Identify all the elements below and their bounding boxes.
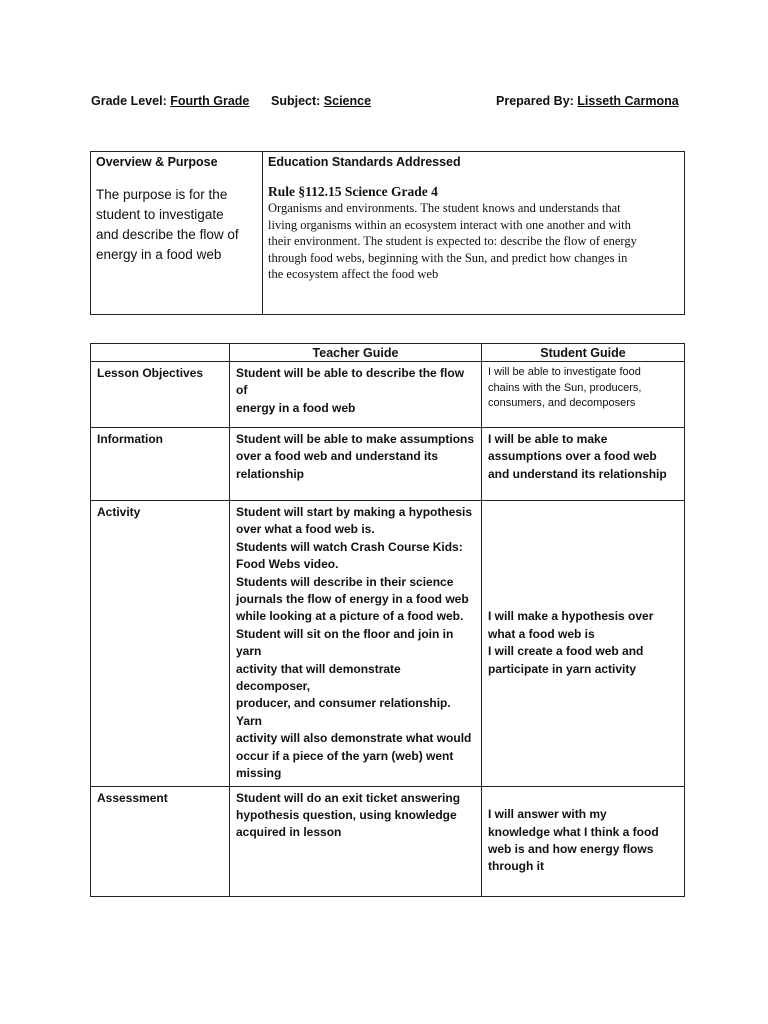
row-label: Activity <box>91 501 230 787</box>
row-label: Information <box>91 428 230 501</box>
student-line: assumptions over a food web <box>488 449 657 464</box>
purpose-line: energy in a food web <box>96 247 222 262</box>
student-line: chains with the Sun, producers, <box>488 381 642 394</box>
teacher-line: over a food web and understand its <box>236 449 439 464</box>
standards-cell <box>263 152 685 315</box>
header-teacher-guide: Teacher Guide <box>230 344 482 362</box>
teacher-cell <box>230 428 482 501</box>
purpose-text <box>96 185 257 265</box>
table-row <box>91 786 685 896</box>
teacher-line: Student will sit on the floor and join in yarn <box>236 626 454 659</box>
student-line: web is and how energy flows <box>488 842 654 856</box>
standard-line: Organisms and environments. The student knows and understands that <box>268 201 621 215</box>
purpose-line: and describe the flow of <box>96 227 239 242</box>
teacher-cell <box>230 501 482 787</box>
prepared-value: Lisseth Carmona <box>577 94 679 108</box>
student-line: I will create a food web and <box>488 644 644 659</box>
purpose-line: student to investigate <box>96 207 224 222</box>
teacher-line: Students will watch Crash Course Kids: <box>236 539 463 554</box>
teacher-line: relationship <box>236 466 305 481</box>
subject-value: Science <box>323 94 372 108</box>
teacher-line: journals the flow of energy in a food web <box>236 592 469 607</box>
teacher-line: Student will be able to make assumptions <box>236 432 475 446</box>
student-line: I will be able to investigate food <box>488 366 641 378</box>
student-line: what a food web is <box>488 626 595 641</box>
student-line: consumers, and decomposers <box>488 397 636 409</box>
teacher-line: over what a food web is. <box>236 522 375 537</box>
grade-label: Grade Level: <box>91 94 167 108</box>
subject <box>271 94 371 108</box>
teacher-line: Food Webs video. <box>236 557 339 572</box>
header-student-guide: Student Guide <box>482 344 685 362</box>
teacher-line: Student will start by making a hypothesis <box>236 505 473 519</box>
teacher-line: occur if a piece of the yarn (web) went <box>236 748 454 763</box>
standard-line: the ecosystem affect the food web <box>268 267 439 281</box>
teacher-line: Students will describe in their science <box>236 574 454 589</box>
teacher-line: Student will be able to describe the flow of <box>236 366 465 398</box>
header-blank <box>91 344 230 362</box>
student-line: through it <box>488 859 544 874</box>
teacher-line: producer, and consumer relationship. Yarn <box>236 696 451 728</box>
overview-heading: Overview & Purpose <box>96 155 218 169</box>
student-cell <box>482 362 685 428</box>
teacher-line: activity that will demonstrate decomposer, <box>236 661 401 694</box>
row-label: Lesson Objectives <box>91 362 230 428</box>
subject-label: Subject: <box>271 94 321 108</box>
overview-table <box>90 151 685 315</box>
student-cell <box>482 428 685 501</box>
grade-level <box>91 94 249 108</box>
student-line: knowledge what I think a food <box>488 824 659 839</box>
teacher-line: Student will do an exit ticket answering <box>236 790 461 805</box>
prepared-by <box>496 94 679 108</box>
teacher-cell <box>230 362 482 428</box>
lesson-table <box>90 343 685 897</box>
prepared-label: Prepared By: <box>496 94 574 108</box>
student-line: I will make a hypothesis over <box>488 609 654 624</box>
teacher-line: hypothesis question, using knowledge <box>236 807 457 822</box>
table-row <box>91 428 685 501</box>
table-header-row <box>91 344 685 362</box>
teacher-line: energy in a food web <box>236 400 356 415</box>
row-label: Assessment <box>91 786 230 896</box>
grade-value: Fourth Grade <box>170 94 250 108</box>
teacher-cell <box>230 786 482 896</box>
standard-line: through food webs, beginning with the Sun, and predict how changes in <box>268 250 628 265</box>
teacher-line: activity will also demonstrate what would <box>236 731 472 746</box>
student-line: participate in yarn activity <box>488 661 637 676</box>
teacher-line: missing <box>236 766 282 781</box>
student-cell <box>482 786 685 896</box>
standards-heading: Education Standards Addressed <box>268 155 461 169</box>
rule-title: Rule §112.15 Science Grade 4 <box>268 184 438 199</box>
student-line: I will be able to make <box>488 432 608 446</box>
standard-line: living organisms within an ecosystem interact with one another and with <box>268 217 631 232</box>
table-row <box>91 501 685 787</box>
purpose-line: The purpose is for the <box>96 187 228 202</box>
teacher-line: acquired in lesson <box>236 825 342 840</box>
student-line: and understand its relationship <box>488 466 667 481</box>
teacher-line: while looking at a picture of a food web. <box>236 609 464 624</box>
overview-cell <box>91 152 263 315</box>
table-row <box>91 362 685 428</box>
student-cell <box>482 501 685 787</box>
standard-line: their environment. The student is expected to: describe the flow of energy <box>268 234 637 248</box>
student-line: I will answer with my <box>488 807 607 822</box>
standard-text <box>268 200 679 283</box>
